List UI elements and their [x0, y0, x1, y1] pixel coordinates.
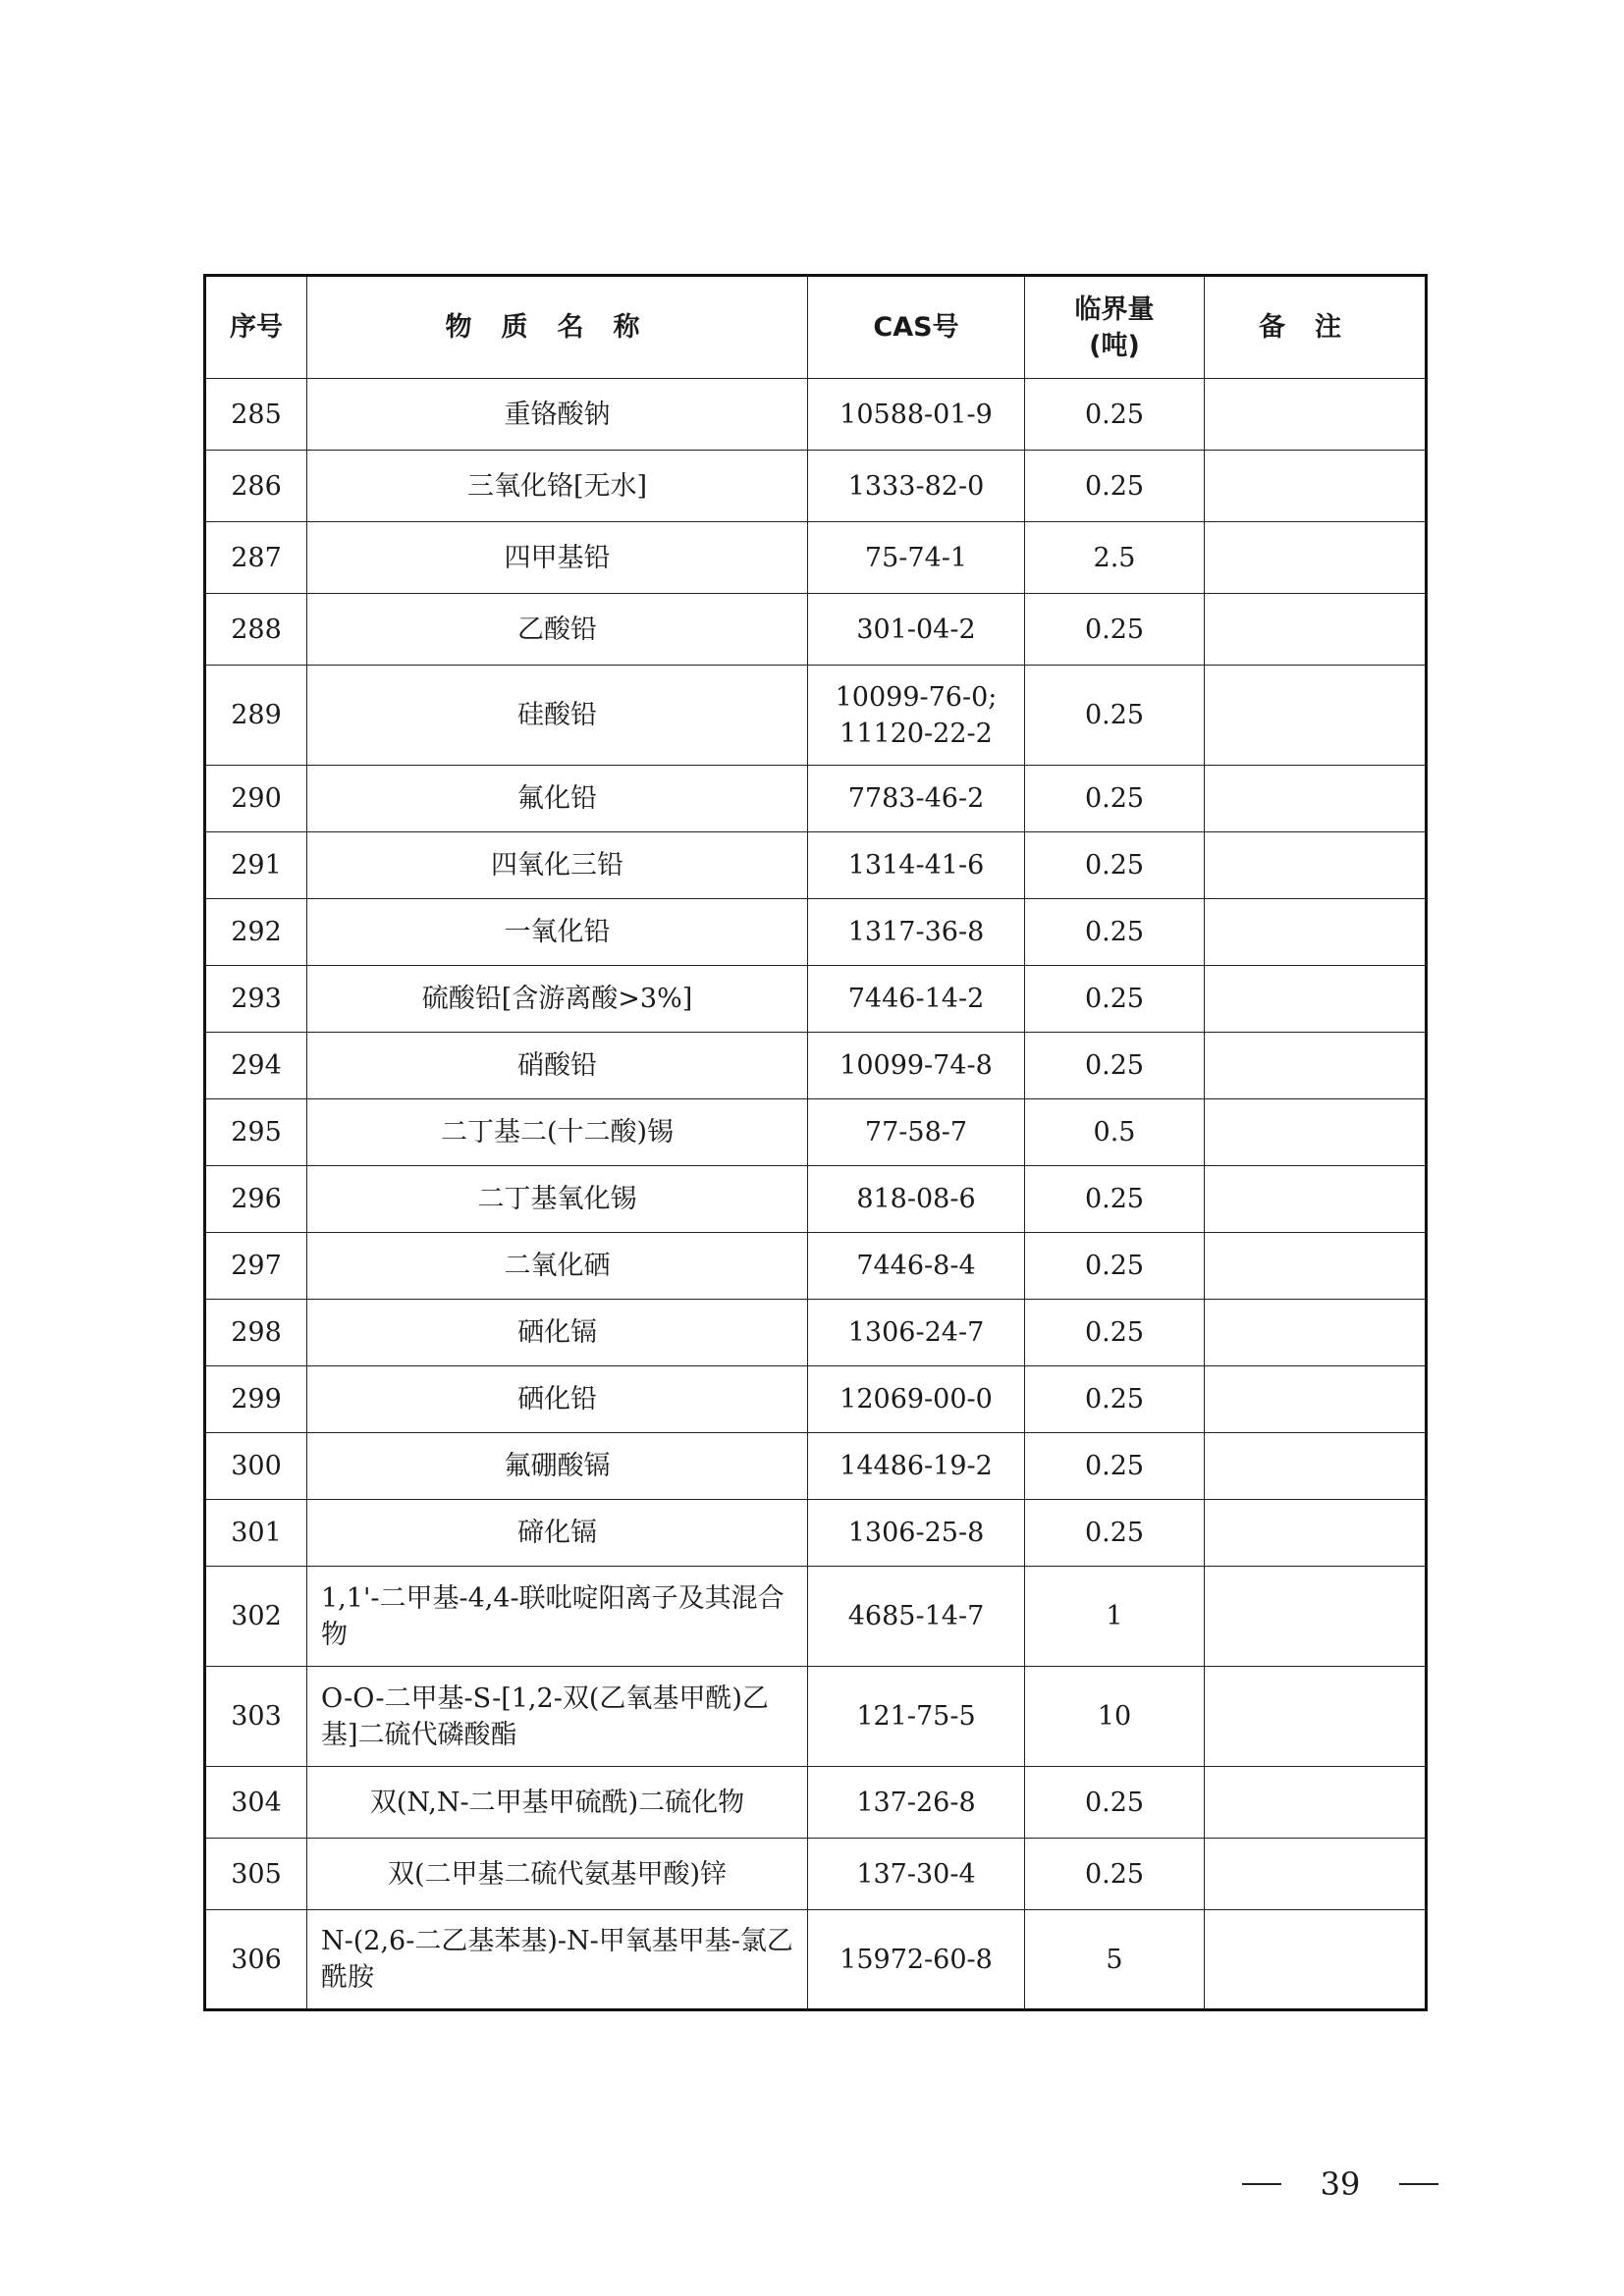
table-row — [205, 1300, 1427, 1366]
cell-remark — [1205, 899, 1427, 966]
cell-index: 293 — [205, 966, 307, 1033]
cell-threshold: 0.25 — [1025, 1500, 1205, 1567]
table-row — [205, 1433, 1427, 1500]
table-row — [205, 1567, 1427, 1667]
cell-threshold: 0.25 — [1025, 1767, 1205, 1839]
cell-cas: 77-58-7 — [808, 1099, 1025, 1166]
cell-cas: 818-08-6 — [808, 1166, 1025, 1233]
cell-index: 285 — [205, 379, 307, 451]
table-row — [205, 1033, 1427, 1099]
table-row — [205, 1099, 1427, 1166]
table-row — [205, 766, 1427, 832]
cell-name: 硅酸铅 — [307, 666, 808, 766]
page-number-footer — [1242, 2160, 1438, 2209]
cell-threshold: 0.25 — [1025, 899, 1205, 966]
cell-name: 氟化铅 — [307, 766, 808, 832]
header-remarks: 备注 — [1205, 276, 1427, 379]
cell-cas: 75-74-1 — [808, 522, 1025, 594]
cell-cas: 7783-46-2 — [808, 766, 1025, 832]
cell-remark — [1205, 1767, 1427, 1839]
cell-threshold: 0.25 — [1025, 666, 1205, 766]
cell-threshold: 0.25 — [1025, 832, 1205, 899]
cell-threshold: 5 — [1025, 1910, 1205, 2010]
table-row — [205, 832, 1427, 899]
cell-threshold: 1 — [1025, 1567, 1205, 1667]
cell-remark — [1205, 1500, 1427, 1567]
cell-threshold: 0.25 — [1025, 1366, 1205, 1433]
cell-remark — [1205, 1166, 1427, 1233]
cell-remark — [1205, 1366, 1427, 1433]
table-row — [205, 899, 1427, 966]
cell-threshold: 2.5 — [1025, 522, 1205, 594]
header-threshold — [1025, 276, 1205, 379]
cell-cas: 137-30-4 — [808, 1839, 1025, 1910]
cell-cas: 121-75-5 — [808, 1667, 1025, 1767]
header-cas: CAS号 — [808, 276, 1025, 379]
table-row — [205, 1366, 1427, 1433]
cell-name: 二丁基二(十二酸)锡 — [307, 1099, 808, 1166]
cell-index: 295 — [205, 1099, 307, 1166]
cell-remark — [1205, 451, 1427, 522]
cell-name: 四甲基铅 — [307, 522, 808, 594]
cell-index: 302 — [205, 1567, 307, 1667]
cell-remark — [1205, 966, 1427, 1033]
cell-cas: 1306-24-7 — [808, 1300, 1025, 1366]
cell-name: 氟硼酸镉 — [307, 1433, 808, 1500]
cell-index: 297 — [205, 1233, 307, 1300]
cell-index: 287 — [205, 522, 307, 594]
cell-cas: 4685-14-7 — [808, 1567, 1025, 1667]
cell-cas: 14486-19-2 — [808, 1433, 1025, 1500]
table-row — [205, 1166, 1427, 1233]
cell-remark — [1205, 666, 1427, 766]
cell-cas: 1306-25-8 — [808, 1500, 1025, 1567]
cell-name: 碲化镉 — [307, 1500, 808, 1567]
cell-index: 289 — [205, 666, 307, 766]
cell-remark — [1205, 594, 1427, 666]
cell-index: 301 — [205, 1500, 307, 1567]
cell-name: O-O-二甲基-S-[1,2-双(乙氧基甲酰)乙基]二硫代磷酸酯 — [307, 1667, 808, 1767]
cell-remark — [1205, 1300, 1427, 1366]
table-row — [205, 451, 1427, 522]
table-row — [205, 966, 1427, 1033]
substance-table-container — [203, 274, 1425, 2011]
cell-cas: 7446-14-2 — [808, 966, 1025, 1033]
cell-remark — [1205, 522, 1427, 594]
header-index: 序号 — [205, 276, 307, 379]
cell-remark — [1205, 1667, 1427, 1767]
cell-cas: 12069-00-0 — [808, 1366, 1025, 1433]
header-threshold-line1: 临界量 — [1074, 294, 1155, 325]
table-row — [205, 1233, 1427, 1300]
cell-name: N-(2,6-二乙基苯基)-N-甲氧基甲基-氯乙酰胺 — [307, 1910, 808, 2010]
cell-name: 二丁基氧化锡 — [307, 1166, 808, 1233]
cell-name: 四氧化三铅 — [307, 832, 808, 899]
cell-threshold: 0.25 — [1025, 766, 1205, 832]
cell-threshold: 0.25 — [1025, 1166, 1205, 1233]
cell-index: 303 — [205, 1667, 307, 1767]
table-row — [205, 522, 1427, 594]
substance-table — [203, 274, 1428, 2011]
cell-threshold: 10 — [1025, 1667, 1205, 1767]
cell-name: 硫酸铅[含游离酸>3%] — [307, 966, 808, 1033]
table-row — [205, 1767, 1427, 1839]
header-threshold-line2: (吨) — [1089, 330, 1140, 361]
cell-remark — [1205, 1910, 1427, 2010]
cell-threshold: 0.5 — [1025, 1099, 1205, 1166]
table-row — [205, 594, 1427, 666]
cell-cas: 10588-01-9 — [808, 379, 1025, 451]
cell-index: 290 — [205, 766, 307, 832]
cell-threshold: 0.25 — [1025, 1233, 1205, 1300]
cell-threshold: 0.25 — [1025, 379, 1205, 451]
cell-cas: 15972-60-8 — [808, 1910, 1025, 2010]
cell-cas: 1314-41-6 — [808, 832, 1025, 899]
table-row — [205, 666, 1427, 766]
cell-index: 294 — [205, 1033, 307, 1099]
cell-name: 一氧化铅 — [307, 899, 808, 966]
table-row — [205, 1667, 1427, 1767]
cell-remark — [1205, 1033, 1427, 1099]
cell-name: 三氧化铬[无水] — [307, 451, 808, 522]
cell-threshold: 0.25 — [1025, 1033, 1205, 1099]
cell-cas: 301-04-2 — [808, 594, 1025, 666]
cell-remark — [1205, 832, 1427, 899]
table-row — [205, 379, 1427, 451]
cell-remark — [1205, 1099, 1427, 1166]
cell-cas: 7446-8-4 — [808, 1233, 1025, 1300]
cell-cas: 1317-36-8 — [808, 899, 1025, 966]
cell-name: 硝酸铅 — [307, 1033, 808, 1099]
cell-cas: 137-26-8 — [808, 1767, 1025, 1839]
cell-index: 288 — [205, 594, 307, 666]
cell-remark — [1205, 1567, 1427, 1667]
cell-name: 硒化镉 — [307, 1300, 808, 1366]
cell-index: 305 — [205, 1839, 307, 1910]
table-header-row — [205, 276, 1427, 379]
cell-remark — [1205, 1433, 1427, 1500]
cell-name: 双(N,N-二甲基甲硫酰)二硫化物 — [307, 1767, 808, 1839]
cell-index: 292 — [205, 899, 307, 966]
cell-index: 286 — [205, 451, 307, 522]
table-body — [205, 379, 1427, 2010]
cell-threshold: 0.25 — [1025, 1839, 1205, 1910]
header-name: 物质名称 — [307, 276, 808, 379]
cell-index: 299 — [205, 1366, 307, 1433]
table-row — [205, 1500, 1427, 1567]
cell-name: 重铬酸钠 — [307, 379, 808, 451]
cell-index: 298 — [205, 1300, 307, 1366]
page-number: 39 — [1320, 2165, 1361, 2203]
table-row — [205, 1910, 1427, 2010]
cell-index: 291 — [205, 832, 307, 899]
cell-index: 300 — [205, 1433, 307, 1500]
table-row — [205, 1839, 1427, 1910]
cell-name: 乙酸铅 — [307, 594, 808, 666]
page-number-dash-left — [1242, 2183, 1281, 2185]
page-number-dash-right — [1399, 2183, 1438, 2185]
cell-name: 二氧化硒 — [307, 1233, 808, 1300]
cell-index: 304 — [205, 1767, 307, 1839]
cell-remark — [1205, 766, 1427, 832]
cell-index: 296 — [205, 1166, 307, 1233]
cell-name: 硒化铅 — [307, 1366, 808, 1433]
cell-remark — [1205, 1233, 1427, 1300]
cell-threshold: 0.25 — [1025, 1300, 1205, 1366]
cell-name: 1,1'-二甲基-4,4-联吡啶阳离子及其混合物 — [307, 1567, 808, 1667]
cell-cas: 10099-74-8 — [808, 1033, 1025, 1099]
cell-threshold: 0.25 — [1025, 451, 1205, 522]
cell-remark — [1205, 1839, 1427, 1910]
cell-cas: 1333-82-0 — [808, 451, 1025, 522]
cell-index: 306 — [205, 1910, 307, 2010]
cell-threshold: 0.25 — [1025, 966, 1205, 1033]
cell-name: 双(二甲基二硫代氨基甲酸)锌 — [307, 1839, 808, 1910]
cell-cas: 10099-76-0; 11120-22-2 — [808, 666, 1025, 766]
cell-remark — [1205, 379, 1427, 451]
cell-threshold: 0.25 — [1025, 594, 1205, 666]
cell-threshold: 0.25 — [1025, 1433, 1205, 1500]
